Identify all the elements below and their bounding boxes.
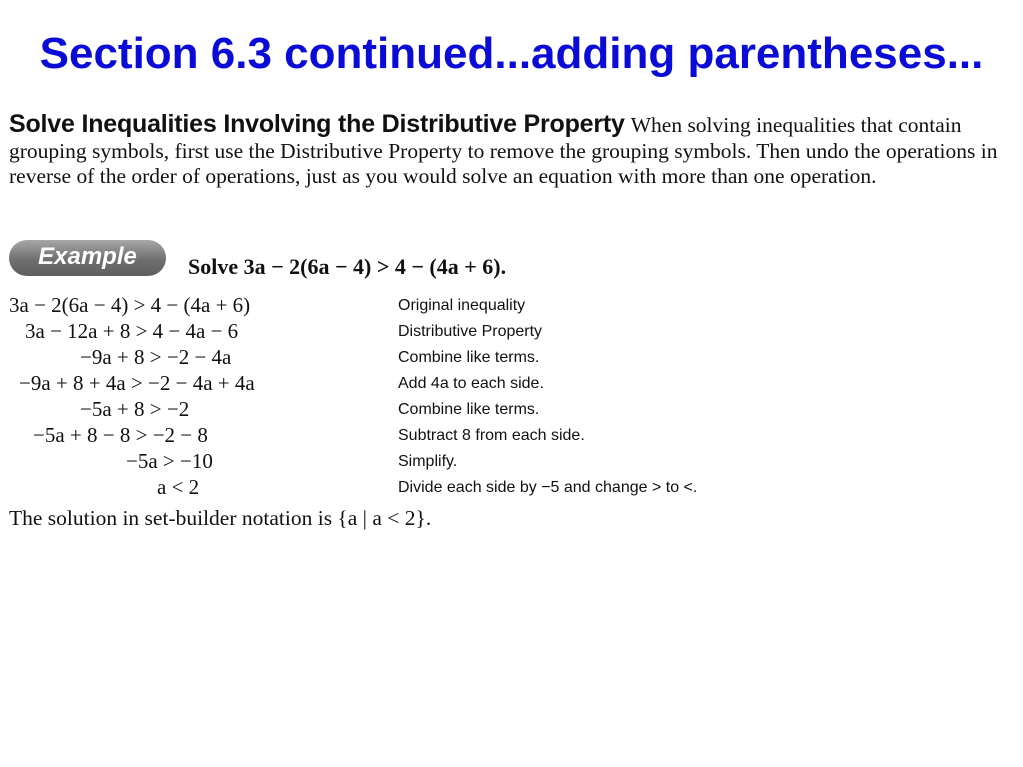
step-math: −5a > −10 <box>126 449 213 473</box>
step-row <box>0 474 1023 500</box>
step-row <box>0 448 1023 474</box>
slide-title: Section 6.3 continued...adding parentheses... <box>39 29 984 78</box>
step-math: 3a − 12a + 8 > 4 − 4a − 6 <box>25 319 239 343</box>
example-tab: Example <box>9 240 166 276</box>
example-problem: Solve 3a − 2(6a − 4) > 4 − (4a + 6). <box>188 254 507 279</box>
intro-heading: Solve Inequalities Involving the Distributive Property <box>9 110 625 138</box>
step-reason: Subtract 8 from each side. <box>398 427 585 444</box>
step-math: −9a + 8 > −2 − 4a <box>80 345 232 369</box>
step-reason: Divide each side by −5 and change > to <. <box>398 479 698 496</box>
step-row <box>0 292 1023 318</box>
step-reason: Simplify. <box>398 453 458 470</box>
step-row <box>0 422 1023 448</box>
step-math: −5a + 8 > −2 <box>80 397 190 421</box>
step-math: a < 2 <box>157 475 200 499</box>
step-reason: Combine like terms. <box>398 401 540 418</box>
step-reason: Original inequality <box>398 297 526 314</box>
intro-paragraph <box>9 112 1019 190</box>
step-row <box>0 370 1023 396</box>
conclusion: The solution in set-builder notation is {a | a < 2}. <box>9 506 432 530</box>
intro-body: When solving inequalities that contain grouping symbols, first use the Distributive Property to remove the grouping symbols. Then undo the operations in reverse of the order of operations, just as you would solve an equation with more than one operation. <box>9 113 998 188</box>
step-row <box>0 396 1023 422</box>
step-math: −9a + 8 + 4a > −2 − 4a + 4a <box>19 371 255 395</box>
step-row <box>0 344 1023 370</box>
step-reason: Combine like terms. <box>398 349 540 366</box>
step-row <box>0 318 1023 344</box>
step-reason: Add 4a to each side. <box>398 375 544 392</box>
step-reason: Distributive Property <box>398 323 543 340</box>
step-math: −5a + 8 − 8 > −2 − 8 <box>33 423 208 447</box>
step-math: 3a − 2(6a − 4) > 4 − (4a + 6) <box>9 293 251 317</box>
